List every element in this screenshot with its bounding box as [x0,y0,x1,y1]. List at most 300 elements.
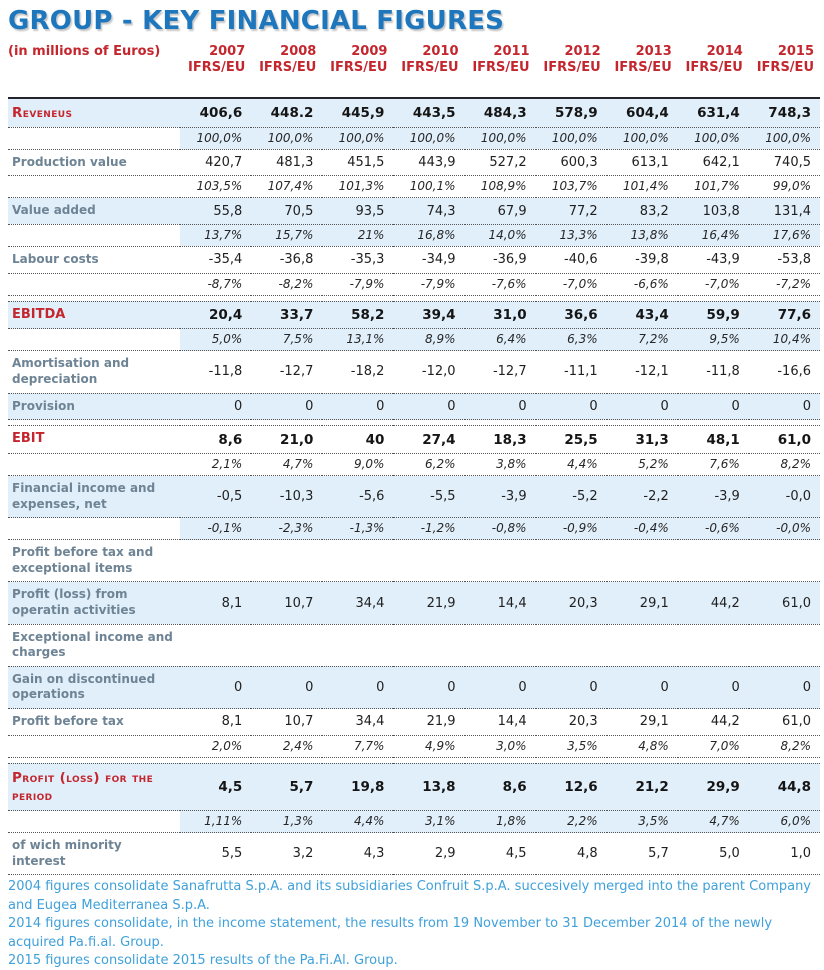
row-label: Profit before tax [8,709,180,736]
value-cell: -16,6 [749,351,820,393]
value-cell: 0 [322,666,393,708]
percent-cell: 6,0% [749,811,820,833]
footnote: 2004 figures consolidate Sanafrutta S.p.A. and its subsidiaries Confruit S.p.A. succesively merged into the parent Company and Eugea Mediterranea S.p.A. [8,879,812,913]
row-label: Production value [8,149,180,176]
page-title: GROUP - KEY FINANCIAL FIGURES [8,6,505,36]
value-cell [536,624,607,666]
value-cell: 20,4 [180,301,251,329]
value-cell: 8,1 [180,709,251,736]
value-cell: 484,3 [465,98,536,128]
percent-cell: 1,11% [180,811,251,833]
value-cell: 21,0 [251,426,322,454]
percent-cell: -7,9% [393,273,464,295]
value-cell: 21,2 [607,763,678,810]
percent-cell: 7,5% [251,329,322,351]
value-cell: 8,6 [465,763,536,810]
value-cell: 0 [749,666,820,708]
value-cell: -36,8 [251,246,322,273]
percent-cell: 7,0% [678,735,749,757]
value-cell: 443,5 [393,98,464,128]
value-cell: 604,4 [607,98,678,128]
value-cell: 4,8 [536,833,607,875]
value-cell: 420,7 [180,149,251,176]
value-cell [393,624,464,666]
value-cell: -12,7 [251,351,322,393]
row-label: Value added [8,198,180,225]
standard-label: IFRS/EU [543,60,601,76]
percent-cell: 2,4% [251,735,322,757]
percent-cell: 3,1% [393,811,464,833]
year-header-2007 [180,44,251,98]
value-cell: 2,9 [393,833,464,875]
value-cell [322,624,393,666]
value-cell [180,540,251,582]
percent-cell: 4,4% [536,454,607,476]
value-cell: 58,2 [322,301,393,329]
percent-cell: -7,2% [749,273,820,295]
percent-cell: 21% [322,224,393,246]
row-label: Gain on discontinued operations [8,666,180,708]
percent-cell: -6,6% [607,273,678,295]
percent-cell: 7,7% [322,735,393,757]
value-cell: 451,5 [322,149,393,176]
value-cell: -3,9 [678,476,749,518]
value-cell: 20,3 [536,709,607,736]
standard-label: IFRS/EU [685,60,743,76]
table-row [8,540,820,582]
percent-cell: 13,8% [607,224,678,246]
value-cell [749,624,820,666]
percent-cell: 8,2% [749,454,820,476]
row-label: Reveneus [8,98,180,128]
value-cell: 21,9 [393,582,464,624]
value-cell: 0 [251,666,322,708]
value-cell: 25,5 [536,426,607,454]
standard-label: IFRS/EU [401,60,459,76]
table-row [8,624,820,666]
row-label: Exceptional income and charges [8,624,180,666]
value-cell: 13,8 [393,763,464,810]
value-cell: -10,3 [251,476,322,518]
year-header-2013 [607,44,678,98]
year-header-2014 [678,44,749,98]
percent-cell: 100,0% [322,127,393,149]
percent-cell: 100,0% [251,127,322,149]
value-cell: 59,9 [678,301,749,329]
percent-cell: 100,0% [536,127,607,149]
value-cell: 83,2 [607,198,678,225]
percent-cell: 3,5% [536,735,607,757]
value-cell: -11,8 [180,351,251,393]
value-cell: 20,3 [536,582,607,624]
value-cell: 0 [180,393,251,420]
percent-cell: 2,0% [180,735,251,757]
percent-cell: 2,2% [536,811,607,833]
percent-cell: 16,8% [393,224,464,246]
value-cell: -12,0 [393,351,464,393]
percent-cell: 16,4% [678,224,749,246]
percent-cell: 100,0% [393,127,464,149]
percent-cell: -0,0% [749,518,820,540]
row-label: of wich minority interest [8,833,180,875]
percent-cell: 101,7% [678,176,749,198]
value-cell: 12,6 [536,763,607,810]
value-cell: 448.2 [251,98,322,128]
percent-row [8,329,820,351]
value-cell: 1,0 [749,833,820,875]
percent-cell: 6,4% [465,329,536,351]
value-cell: 36,6 [536,301,607,329]
percent-cell: -8,2% [251,273,322,295]
percent-cell: 15,7% [251,224,322,246]
value-cell: -18,2 [322,351,393,393]
value-cell: 29,1 [607,709,678,736]
standard-label: IFRS/EU [259,60,317,76]
value-cell: 19,8 [322,763,393,810]
value-cell: 31,0 [465,301,536,329]
value-cell: 0 [678,393,749,420]
value-cell: -5,5 [393,476,464,518]
percent-cell: 2,1% [180,454,251,476]
key-financial-figures-table [8,44,820,875]
percent-cell: 100,0% [749,127,820,149]
table-row [8,301,820,329]
percent-cell: 3,8% [465,454,536,476]
value-cell: 0 [393,666,464,708]
row-label [8,224,180,246]
value-cell: -35,4 [180,246,251,273]
year-label: 2011 [493,44,530,59]
row-label: Labour costs [8,246,180,273]
percent-cell: 101,4% [607,176,678,198]
value-cell: 93,5 [322,198,393,225]
value-cell: 103,8 [678,198,749,225]
value-cell: 631,4 [678,98,749,128]
value-cell: 67,9 [465,198,536,225]
percent-cell: -7,6% [465,273,536,295]
value-cell: 4,3 [322,833,393,875]
value-cell: 0 [536,393,607,420]
value-cell: 33,7 [251,301,322,329]
value-cell [607,540,678,582]
percent-cell: 10,4% [749,329,820,351]
table-row [8,833,820,875]
percent-cell: -7,0% [678,273,749,295]
percent-cell: -0,6% [678,518,749,540]
value-cell: 39,4 [393,301,464,329]
unit-label: (in millions of Euros) [8,44,180,98]
value-cell: 0 [393,393,464,420]
value-cell: 0 [607,666,678,708]
percent-cell: 4,7% [251,454,322,476]
percent-row [8,518,820,540]
percent-cell: 13,1% [322,329,393,351]
value-cell: 14,4 [465,582,536,624]
value-cell: 18,3 [465,426,536,454]
value-cell: -11,1 [536,351,607,393]
value-cell: 0 [322,393,393,420]
value-cell: 34,4 [322,582,393,624]
percent-cell: -1,3% [322,518,393,540]
value-cell: 642,1 [678,149,749,176]
percent-cell: 101,3% [322,176,393,198]
value-cell: 29,9 [678,763,749,810]
value-cell: 481,3 [251,149,322,176]
value-cell: -35,3 [322,246,393,273]
percent-cell: 100,0% [607,127,678,149]
table-row [8,246,820,273]
value-cell: 70,5 [251,198,322,225]
percent-row [8,224,820,246]
value-cell: -39,8 [607,246,678,273]
value-cell: 74,3 [393,198,464,225]
percent-cell: 99,0% [749,176,820,198]
value-cell [465,624,536,666]
percent-row [8,454,820,476]
percent-cell: 6,2% [393,454,464,476]
value-cell: 131,4 [749,198,820,225]
year-label: 2012 [564,44,601,59]
year-label: 2008 [280,44,317,59]
value-cell: 44,2 [678,709,749,736]
percent-cell: 103,5% [180,176,251,198]
value-cell: -5,6 [322,476,393,518]
percent-row [8,127,820,149]
value-cell: 55,8 [180,198,251,225]
year-header-2012 [536,44,607,98]
percent-cell: 8,2% [749,735,820,757]
value-cell: 0 [251,393,322,420]
value-cell [749,540,820,582]
row-label: Provision [8,393,180,420]
table-row [8,426,820,454]
percent-cell: 4,8% [607,735,678,757]
value-cell: 10,7 [251,709,322,736]
value-cell: 61,0 [749,426,820,454]
value-cell: 0 [465,666,536,708]
value-cell: 5,7 [607,833,678,875]
table-row [8,393,820,420]
footnotes [8,878,818,970]
value-cell: 445,9 [322,98,393,128]
percent-cell: 6,3% [536,329,607,351]
value-cell [393,540,464,582]
value-cell [322,540,393,582]
value-cell: 48,1 [678,426,749,454]
table-body [8,98,820,875]
percent-row [8,176,820,198]
value-cell: 34,4 [322,709,393,736]
percent-cell: 4,7% [678,811,749,833]
value-cell: 406,6 [180,98,251,128]
year-header-2010 [393,44,464,98]
value-cell: -34,9 [393,246,464,273]
row-label [8,273,180,295]
row-label: Profit (loss) from operatin activities [8,582,180,624]
value-cell: 0 [536,666,607,708]
percent-cell: 9,0% [322,454,393,476]
value-cell: 5,7 [251,763,322,810]
value-cell: 0 [678,666,749,708]
standard-label: IFRS/EU [472,60,530,76]
row-label [8,811,180,833]
row-label [8,518,180,540]
value-cell: 8,6 [180,426,251,454]
year-label: 2010 [422,44,459,59]
row-label: EBITDA [8,301,180,329]
row-label: EBIT [8,426,180,454]
year-header-2011 [465,44,536,98]
year-header-2008 [251,44,322,98]
value-cell [251,624,322,666]
table-row [8,351,820,393]
header-row [8,44,820,98]
value-cell: 4,5 [180,763,251,810]
percent-row [8,273,820,295]
value-cell [607,624,678,666]
percent-cell: 100,0% [678,127,749,149]
value-cell: 740,5 [749,149,820,176]
percent-cell: 103,7% [536,176,607,198]
value-cell: 0 [180,666,251,708]
year-header-2015 [749,44,820,98]
value-cell: -12,1 [607,351,678,393]
value-cell: -53,8 [749,246,820,273]
percent-cell: 3,0% [465,735,536,757]
percent-cell: -0,1% [180,518,251,540]
footnote: 2014 figures consolidate, in the income statement, the results from 19 November to 31 December 2014 of the newly acquired Pa.fi.al. Group. [8,916,773,950]
value-cell: 43,4 [607,301,678,329]
year-label: 2007 [209,44,246,59]
row-label: Profit before tax and exceptional items [8,540,180,582]
value-cell: 10,7 [251,582,322,624]
value-cell: 77,2 [536,198,607,225]
table-row [8,763,820,810]
footnote: 2015 figures consolidate 2015 results of the Pa.Fi.Al. Group. [8,953,398,969]
value-cell [678,624,749,666]
percent-cell: -8,7% [180,273,251,295]
percent-cell: 1,8% [465,811,536,833]
table-row [8,709,820,736]
percent-cell: 100,0% [180,127,251,149]
table-row [8,98,820,128]
table-row [8,149,820,176]
year-label: 2014 [706,44,743,59]
percent-cell: 100,0% [465,127,536,149]
value-cell [678,540,749,582]
percent-cell: 1,3% [251,811,322,833]
standard-label: IFRS/EU [188,60,246,76]
percent-cell: 7,2% [607,329,678,351]
value-cell [536,540,607,582]
value-cell: 5,0 [678,833,749,875]
percent-cell: 9,5% [678,329,749,351]
value-cell: -0,0 [749,476,820,518]
percent-cell: 7,6% [678,454,749,476]
table-row [8,666,820,708]
value-cell: 527,2 [465,149,536,176]
table-row [8,582,820,624]
value-cell: 3,2 [251,833,322,875]
value-cell: -5,2 [536,476,607,518]
row-label: Amortisation and depreciation [8,351,180,393]
value-cell: 21,9 [393,709,464,736]
percent-cell: -7,0% [536,273,607,295]
row-label [8,454,180,476]
year-label: 2015 [777,44,814,59]
value-cell: 40 [322,426,393,454]
value-cell: 0 [749,393,820,420]
value-cell: 748,3 [749,98,820,128]
row-label [8,329,180,351]
value-cell: 5,5 [180,833,251,875]
year-label: 2013 [635,44,672,59]
value-cell: -0,5 [180,476,251,518]
value-cell: 61,0 [749,709,820,736]
percent-cell: 17,6% [749,224,820,246]
percent-cell: 108,9% [465,176,536,198]
value-cell [465,540,536,582]
value-cell [180,624,251,666]
percent-cell: 3,5% [607,811,678,833]
value-cell: -11,8 [678,351,749,393]
standard-label: IFRS/EU [614,60,672,76]
percent-cell: -7,9% [322,273,393,295]
value-cell: -12,7 [465,351,536,393]
table-row [8,476,820,518]
value-cell: 29,1 [607,582,678,624]
value-cell: 14,4 [465,709,536,736]
value-cell: -40,6 [536,246,607,273]
value-cell [251,540,322,582]
value-cell: -2,2 [607,476,678,518]
row-label: Financial income and expenses, net [8,476,180,518]
percent-cell: -0,8% [465,518,536,540]
percent-cell: 8,9% [393,329,464,351]
value-cell: 77,6 [749,301,820,329]
value-cell: 578,9 [536,98,607,128]
percent-cell: 4,9% [393,735,464,757]
value-cell: 8,1 [180,582,251,624]
row-label [8,127,180,149]
percent-cell: 5,0% [180,329,251,351]
value-cell: 0 [465,393,536,420]
value-cell: 27,4 [393,426,464,454]
percent-cell: 107,4% [251,176,322,198]
percent-cell: 5,2% [607,454,678,476]
value-cell: -36,9 [465,246,536,273]
value-cell: 600,3 [536,149,607,176]
row-label [8,735,180,757]
percent-cell: -2,3% [251,518,322,540]
percent-cell: 13,3% [536,224,607,246]
percent-cell: -0,9% [536,518,607,540]
percent-cell: 4,4% [322,811,393,833]
row-label [8,176,180,198]
value-cell: 0 [607,393,678,420]
percent-row [8,811,820,833]
percent-cell: 13,7% [180,224,251,246]
year-label: 2009 [351,44,388,59]
value-cell: 44,2 [678,582,749,624]
percent-cell: -1,2% [393,518,464,540]
value-cell: -3,9 [465,476,536,518]
standard-label: IFRS/EU [330,60,388,76]
table-row [8,198,820,225]
value-cell: 31,3 [607,426,678,454]
value-cell: 613,1 [607,149,678,176]
value-cell: 443,9 [393,149,464,176]
